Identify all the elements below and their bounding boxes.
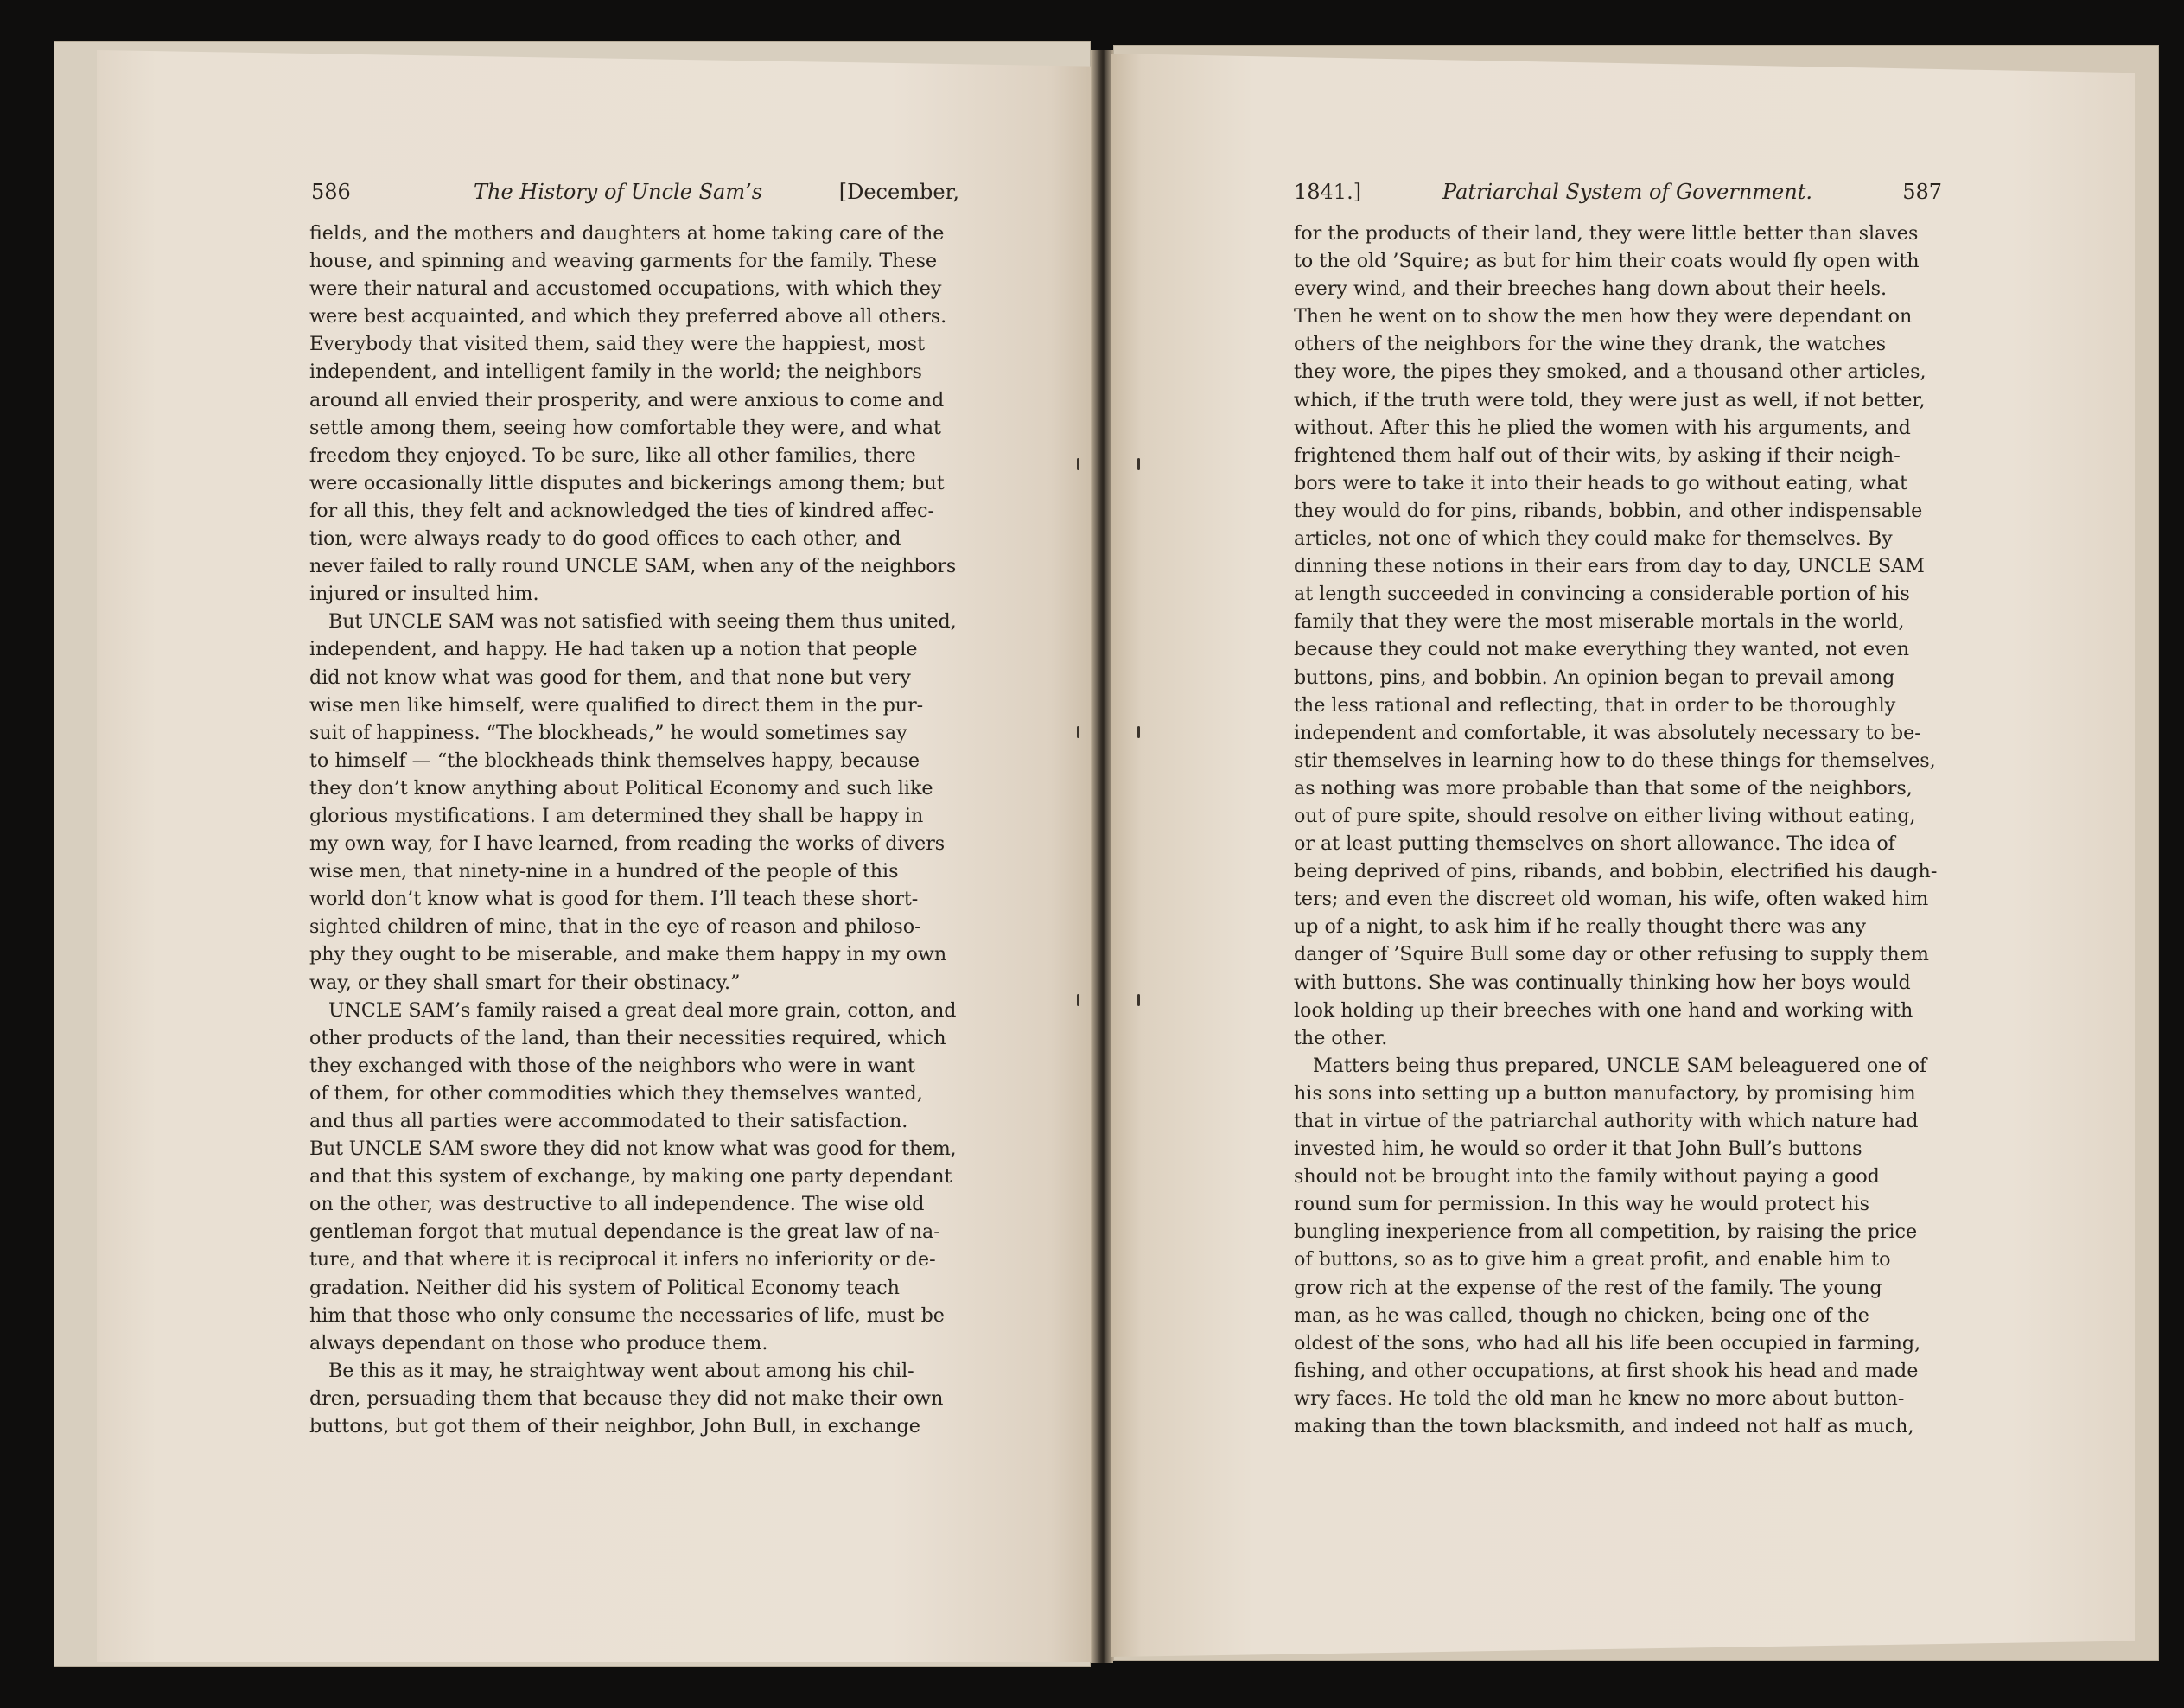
left-text-line: settle among them, seeing how comfortable they were, and what — [309, 416, 941, 439]
left-text-line: and thus all parties were accommodated to their satisfaction. — [309, 1110, 908, 1132]
right-text-line: that in virtue of the patriarchal authority with which nature had — [1294, 1110, 1919, 1132]
right-text-line: making than the town blacksmith, and indeed not half as much, — [1294, 1415, 1914, 1438]
right-text-line: because they could not make everything they wanted, not even — [1294, 638, 1909, 661]
right-text-line: as nothing was more probable than that some of the neighbors, — [1294, 776, 1913, 800]
left-text-line: sighted children of mine, that in the eye of reason and philoso- — [309, 915, 921, 939]
right-text-line: wry faces. He told the old man he knew no more about button- — [1294, 1386, 1905, 1410]
left-text-line: suit of happiness. “The blockheads,” he would sometimes say — [309, 721, 907, 744]
left-text-line: dren, persuading them that because they did not make their own — [309, 1386, 944, 1410]
right-text-line: to the old ’Squire; as but for him their coats would fly open with — [1294, 250, 1920, 273]
right-text-line: up of a night, to ask him if he really thought there was any — [1294, 915, 1866, 939]
left-text-line: to himself — “the blockheads think themselves happy, because — [309, 749, 920, 772]
left-text-line: gentleman forgot that mutual dependance is the great law of na- — [309, 1220, 940, 1244]
left-text-line: Everybody that visited them, said they were the happiest, most — [309, 333, 926, 356]
right-text-line: frightened them half out of their wits, by asking if their neigh- — [1294, 443, 1901, 467]
left-text-line: were best acquainted, and which they preferred above all others. — [309, 305, 947, 328]
right-text-line: of buttons, so as to give him a great profit, and enable him to — [1294, 1248, 1891, 1271]
left-text-line: wise men like himself, were qualified to direct them in the pur- — [309, 693, 924, 717]
right-text-line: fishing, and other occupations, at first shook his head and made — [1294, 1359, 1919, 1382]
left-text-line: independent, and intelligent family in the world; the neighbors — [309, 360, 922, 384]
right-text-line: his sons into setting up a button manufactory, by promising him — [1294, 1081, 1916, 1105]
left-text-line: But UNCLE SAM was not satisfied with seeing them thus united, — [328, 610, 957, 634]
left-text-line: they exchanged with those of the neighbors who were in want — [309, 1054, 915, 1077]
right-text-line: should not be brought into the family without paying a good — [1294, 1165, 1880, 1189]
left-text-line: did not know what was good for them, and that none but very — [309, 666, 911, 689]
right-text-line: round sum for permission. In this way he would protect his — [1294, 1193, 1869, 1216]
left-page-body-text — [309, 220, 956, 1440]
left-text-line: house, and spinning and weaving garments for the family. These — [309, 250, 938, 273]
right-page-number: 587 — [1902, 180, 1942, 204]
right-text-line: Then he went on to show the men how they were dependant on — [1294, 305, 1913, 328]
right-running-title: Patriarchal System of Government. — [1442, 180, 1812, 204]
left-running-title: The History of Uncle Sam’s — [474, 180, 763, 204]
right-text-line: family that they were the most miserable mortals in the world, — [1294, 610, 1905, 634]
right-text-line: at length succeeded in convincing a considerable portion of his — [1294, 583, 1910, 606]
left-text-line: ture, and that where it is reciprocal it infers no inferiority or de- — [309, 1248, 936, 1271]
right-text-line: they would do for pins, ribands, bobbin, and other indispensable — [1294, 499, 1923, 522]
left-text-line: wise men, that ninety-nine in a hundred of the people of this — [309, 860, 899, 883]
left-text-line: around all envied their prosperity, and were anxious to come and — [309, 388, 945, 411]
left-text-line: world don’t know what is good for them. I’ll teach these short- — [309, 888, 919, 911]
left-text-line: But UNCLE SAM swore they did not know what was good for them, — [309, 1138, 957, 1161]
left-text-line: of them, for other commodities which they themselves wanted, — [309, 1081, 923, 1105]
left-text-line: they don’t know anything about Political Economy and such like — [309, 776, 933, 800]
right-text-line: with buttons. She was continually thinking how her boys would — [1294, 971, 1911, 994]
left-page-header — [311, 180, 959, 214]
gutter-stitch-mark — [1137, 458, 1140, 470]
right-text-line: being deprived of pins, ribands, and bobbin, electrified his daugh- — [1294, 860, 1938, 883]
right-text-line: independent and comfortable, it was absolutely necessary to be- — [1294, 721, 1921, 744]
left-text-line: phy they ought to be miserable, and make them happy in my own — [309, 943, 947, 966]
left-text-line: UNCLE SAM’s family raised a great deal more grain, cotton, and — [328, 998, 957, 1022]
left-text-line: were their natural and accustomed occupations, with which they — [309, 277, 942, 301]
gutter-stitch-mark — [1077, 994, 1079, 1006]
right-text-line: danger of ’Squire Bull some day or other refusing to supply them — [1294, 943, 1929, 966]
left-text-line: buttons, but got them of their neighbor, John Bull, in exchange — [309, 1415, 920, 1438]
left-text-line: other products of the land, than their necessities required, which — [309, 1026, 946, 1049]
left-text-line: way, or they shall smart for their obstinacy.” — [309, 971, 741, 994]
left-text-line: independent, and happy. He had taken up a notion that people — [309, 638, 918, 661]
left-text-line: never failed to rally round UNCLE SAM, when any of the neighbors — [309, 555, 957, 578]
left-text-line: for all this, they felt and acknowledged the ties of kindred affec- — [309, 499, 935, 522]
right-text-line: every wind, and their breeches hang down about their heels. — [1294, 277, 1888, 301]
right-text-line: buttons, pins, and bobbin. An opinion began to prevail among — [1294, 666, 1895, 689]
right-text-line: grow rich at the expense of the rest of the family. The young — [1294, 1276, 1882, 1299]
gutter-stitch-mark — [1137, 994, 1140, 1006]
left-text-line: tion, were always ready to do good offices to each other, and — [309, 527, 901, 551]
right-text-line: bungling inexperience from all competition, by raising the price — [1294, 1220, 1918, 1244]
right-header-date: 1841.] — [1294, 180, 1362, 204]
right-text-line: look holding up their breeches with one hand and working with — [1294, 998, 1913, 1022]
right-text-line: they wore, the pipes they smoked, and a thousand other articles, — [1294, 360, 1926, 384]
gutter-stitch-mark — [1137, 726, 1140, 738]
right-text-line: dinning these notions in their ears from day to day, UNCLE SAM — [1294, 555, 1925, 578]
left-text-line: gradation. Neither did his system of Political Economy teach — [309, 1276, 900, 1299]
right-page-header — [1294, 180, 1942, 214]
right-text-line: for the products of their land, they were little better than slaves — [1294, 222, 1919, 245]
right-text-line: ters; and even the discreet old woman, his wife, often waked him — [1294, 888, 1929, 911]
right-text-line: bors were to take it into their heads to go without eating, what — [1294, 471, 1908, 494]
right-text-line: oldest of the sons, who had all his life been occupied in farming, — [1294, 1331, 1921, 1354]
left-page-number: 586 — [311, 180, 351, 204]
right-text-line: without. After this he plied the women with his arguments, and — [1294, 416, 1911, 439]
left-text-line: and that this system of exchange, by making one party dependant — [309, 1165, 952, 1189]
left-text-line: on the other, was destructive to all independence. The wise old — [309, 1193, 925, 1216]
right-text-line: stir themselves in learning how to do these things for themselves, — [1294, 749, 1936, 772]
book-gutter — [1091, 50, 1113, 1663]
right-text-line: the other. — [1294, 1026, 1388, 1049]
right-text-line: out of pure spite, should resolve on either living without eating, — [1294, 804, 1916, 827]
gutter-stitch-mark — [1077, 458, 1079, 470]
left-text-line: injured or insulted him. — [309, 583, 539, 606]
left-text-line: glorious mystifications. I am determined they shall be happy in — [309, 804, 924, 827]
left-text-line: always dependant on those who produce them. — [309, 1331, 768, 1354]
right-text-line: which, if the truth were told, they were just as well, if not better, — [1294, 388, 1926, 411]
right-text-line: the less rational and reflecting, that in order to be thoroughly — [1294, 693, 1896, 717]
right-text-line: Matters being thus prepared, UNCLE SAM beleaguered one of — [1313, 1054, 1927, 1077]
gutter-stitch-mark — [1077, 726, 1079, 738]
right-text-line: others of the neighbors for the wine they drank, the watches — [1294, 333, 1887, 356]
left-header-date: [December, — [838, 180, 959, 204]
left-text-line: my own way, for I have learned, from reading the works of divers — [309, 832, 946, 856]
left-text-line: fields, and the mothers and daughters at home taking care of the — [309, 222, 945, 245]
left-text-line: were occasionally little disputes and bickerings among them; but — [309, 471, 945, 494]
left-text-line: him that those who only consume the necessaries of life, must be — [309, 1303, 945, 1327]
right-page-body-text — [1294, 220, 1940, 1440]
left-text-line: freedom they enjoyed. To be sure, like all other families, there — [309, 443, 916, 467]
right-text-line: man, as he was called, though no chicken, being one of the — [1294, 1303, 1869, 1327]
right-text-line: or at least putting themselves on short allowance. The idea of — [1294, 832, 1895, 856]
left-text-line: Be this as it may, he straightway went about among his chil- — [328, 1359, 914, 1382]
right-text-line: invested him, he would so order it that John Bull’s buttons — [1294, 1138, 1862, 1161]
right-text-line: articles, not one of which they could make for themselves. By — [1294, 527, 1893, 551]
